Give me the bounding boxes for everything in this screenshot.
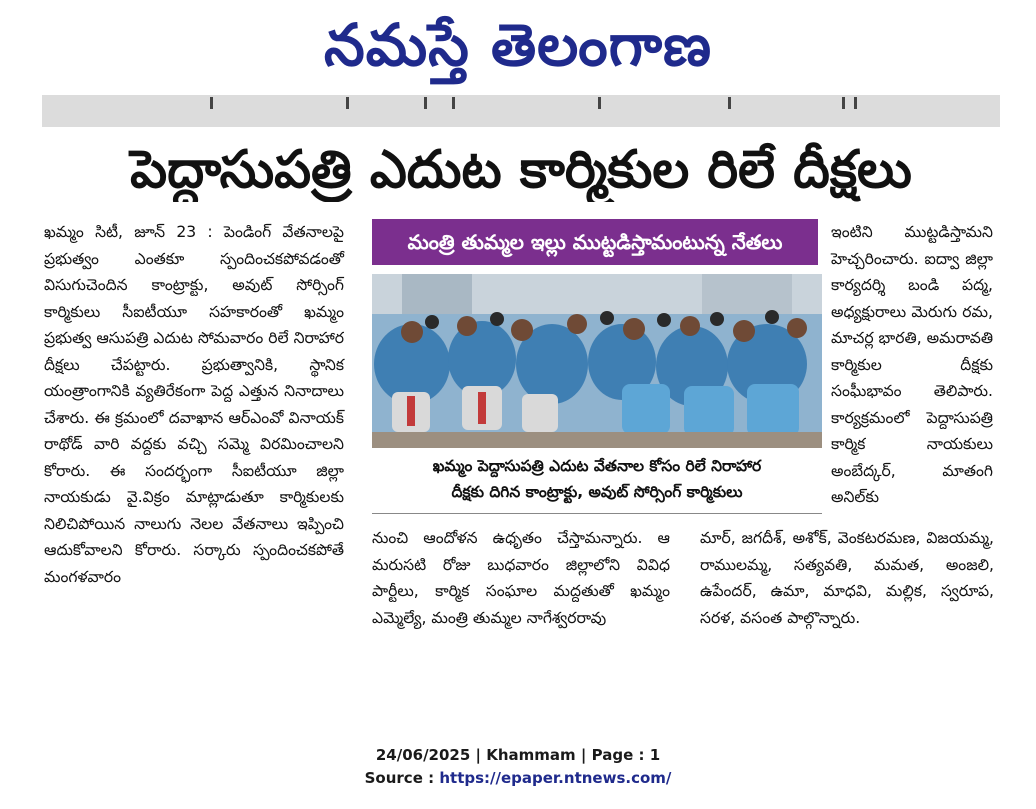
footer-source-line	[0, 769, 1036, 787]
column-2-text: నుంచి ఆందోళన ఉధృతం చేస్తామన్నారు. ఆ మరుసటి రోజు బుధవారం జిల్లాలోని వివిధ పార్టీలు, కార్మిక సంఘాల మద్దతుతో ఖమ్మం ఎమ్మెల్యే, మంత్రి తుమ్మల నాగేశ్వరరావు	[372, 529, 670, 627]
footer-page: Page : 1	[591, 746, 661, 764]
footer-source-link[interactable]: https://epaper.ntnews.com/	[439, 769, 672, 787]
caption-divider	[372, 513, 822, 514]
footer-source-label: Source :	[364, 769, 435, 787]
footer-date: 24/06/2025	[375, 746, 471, 764]
previous-article-cut-strip	[42, 95, 1000, 127]
article-headline: పెద్దాసుపత్రి ఎదుట కార్మికుల రిలే దీక్షలు	[130, 140, 912, 200]
column-1-text: ఖమ్మం సిటీ, జూన్ 23 : పెండింగ్ వేతనాలపై ప్రభుత్వం ఎంతకూ స్పందించకపోవడంతో విసుగుచెందిన కాంట్రాక్టు, అవుట్ సోర్సింగ్ కార్మికులు సీఐటీయూ సహకారంతో ఖమ్మం ప్రభుత్వ ఆసుపత్రి ఎదుట సోమవారం రిలే నిరాహార దీక్షలు చేపట్టారు. ప్రభుత్వానికి, స్థానిక యంత్రాంగానికి వ్యతిరేకంగా పెద్ద ఎత్తున నినాదాలు చేశారు. ఈ క్రమంలో దవాఖాన ఆర్ఎంవో వినాయక్ రాథోడ్ వారి వద్దకు వచ్చి సమ్మె విరమించాలని కోరారు. ఈ సందర్భంగా సీఐటీయూ జిల్లా నాయకుడు వై.విక్రం మాట్లాడుతూ కార్మికులకు నిలిచిపోయిన నాలుగు నెలల వేతనాలు ఇప్పించి ఆదుకోవాలని కోరారు. సర్కారు స్పందించకపోతే మంగళవారం	[44, 223, 344, 586]
article-column-1	[44, 219, 344, 590]
photo-caption-line-2: దీక్షకు దిగిన కాంట్రాక్టు, అవుట్ సోర్సింగ్ కార్మికులు	[451, 483, 743, 501]
protest-photo-image	[372, 274, 822, 448]
footer-separator: |	[580, 746, 587, 764]
footer-separator: |	[475, 746, 482, 764]
footer-edition-line	[0, 746, 1036, 764]
article-column-2	[372, 525, 670, 631]
footer-edition: Khammam	[486, 746, 576, 764]
masthead-logo: నమస్తే తెలంగాణ	[324, 11, 712, 79]
column-3-text: ఇంటిని ముట్టడిస్తామని హెచ్చరించారు. ఐద్వా జిల్లా కార్యదర్శి బండి పద్మ, అధ్యక్షురాలు మెరుగు రమ, మాచర్ల భారతి, అమరావతి కార్మికుల దీక్షకు సంఘీభావం తెలిపారు. కార్యక్రమంలో పెద్దాసుపత్రి కార్మిక నాయకులు అంబేద్కర్, మాతంగి అనిల్‌కు	[831, 223, 994, 506]
photo-caption-line-1: ఖమ్మం పెద్దాసుపత్రి ఎదుట వేతనాల కోసం రిలే నిరాహార	[432, 457, 762, 475]
photo-caption	[372, 453, 822, 509]
article-column-3	[831, 219, 993, 511]
protest-photo	[372, 274, 822, 448]
article-column-4	[700, 525, 994, 631]
column-4-text: మార్, జగదీశ్, అశోక్, వెంకటరమణ, విజయమ్మ, రాములమ్మ, సత్యవతి, మమత, అంజలి, ఉపేందర్, ఉమా, మాధవి, మల్లిక, స్వరూప, సరళ, వసంత పాల్గొన్నారు.	[700, 529, 994, 627]
article-subheadline: మంత్రి తుమ్మల ఇల్లు ముట్టడిస్తామంటున్న నేతలు	[372, 219, 818, 265]
